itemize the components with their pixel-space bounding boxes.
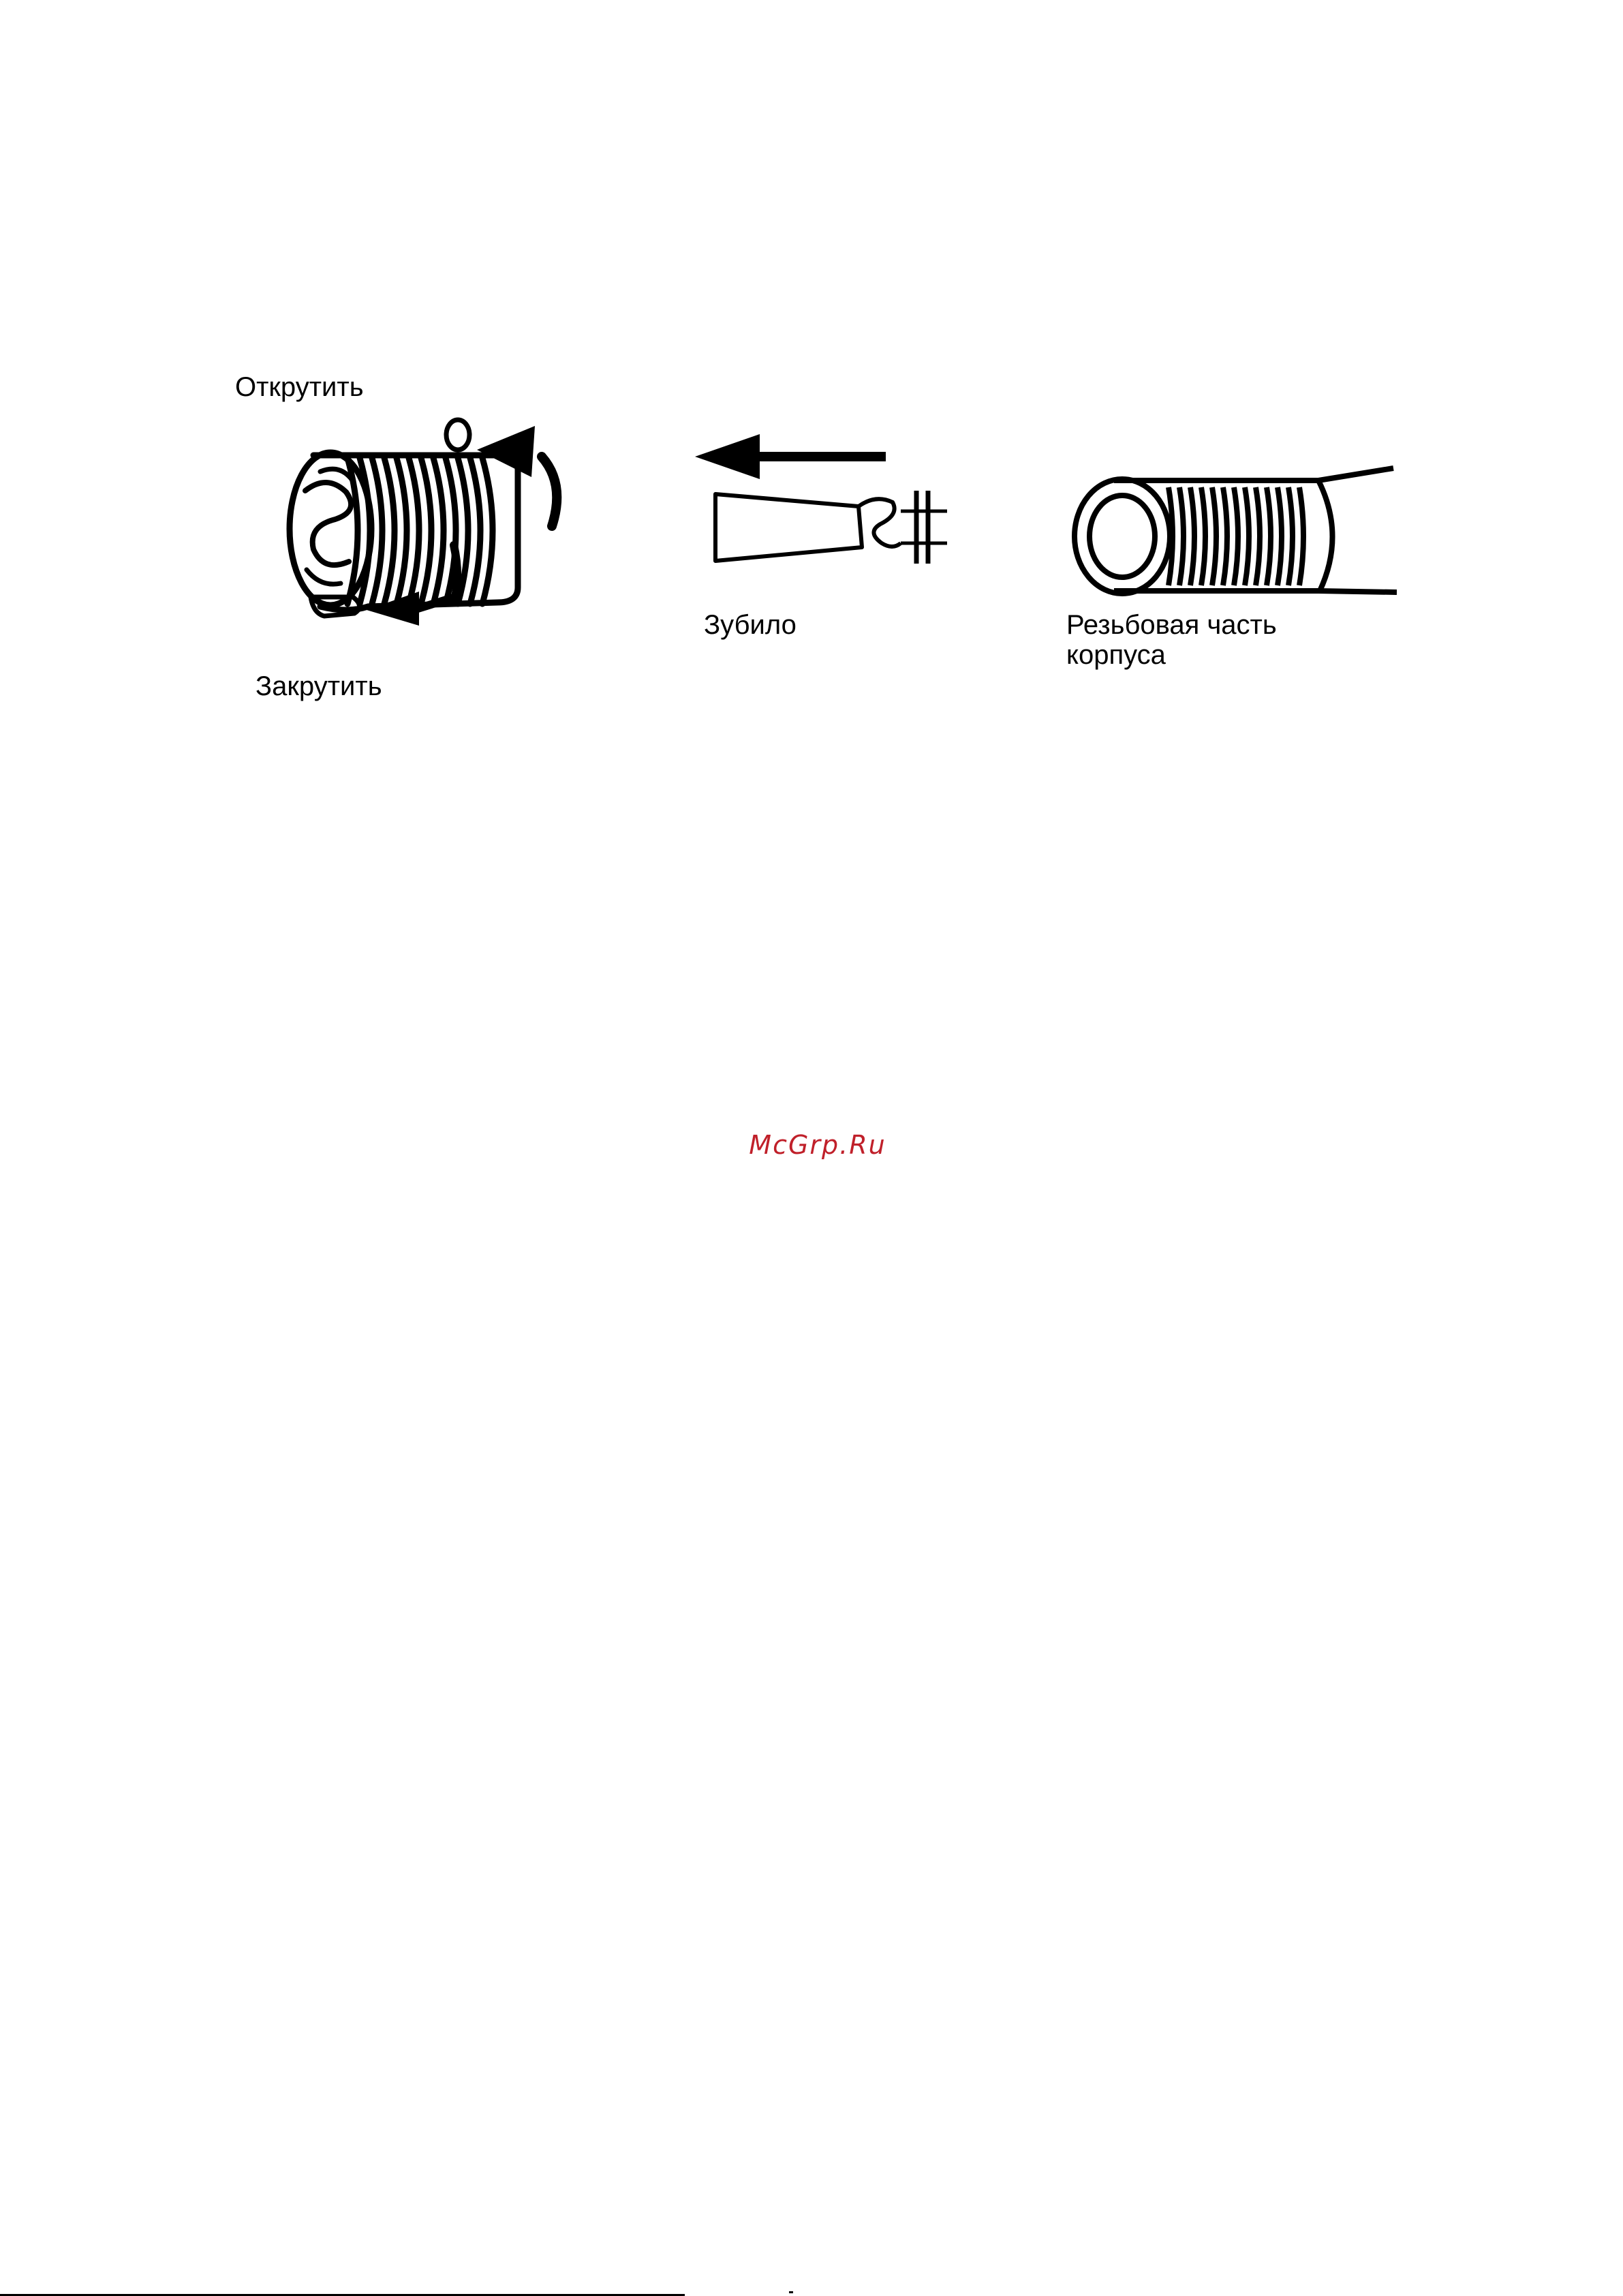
watermark-text: McGrp.Ru	[749, 1130, 886, 1160]
footer-speck	[789, 2291, 793, 2293]
unscrew-label: Открутить	[235, 372, 364, 402]
housing-thread-label-line1: Резьбовая часть	[1066, 610, 1277, 640]
chisel-label: Зубило	[704, 610, 797, 640]
screw-label: Закрутить	[256, 671, 382, 701]
chisel-figure	[688, 426, 961, 572]
threaded-housing-figure	[1066, 460, 1407, 607]
thread-insert-coil-figure	[273, 409, 586, 641]
housing-thread-label-line2: корпуса	[1066, 640, 1166, 670]
